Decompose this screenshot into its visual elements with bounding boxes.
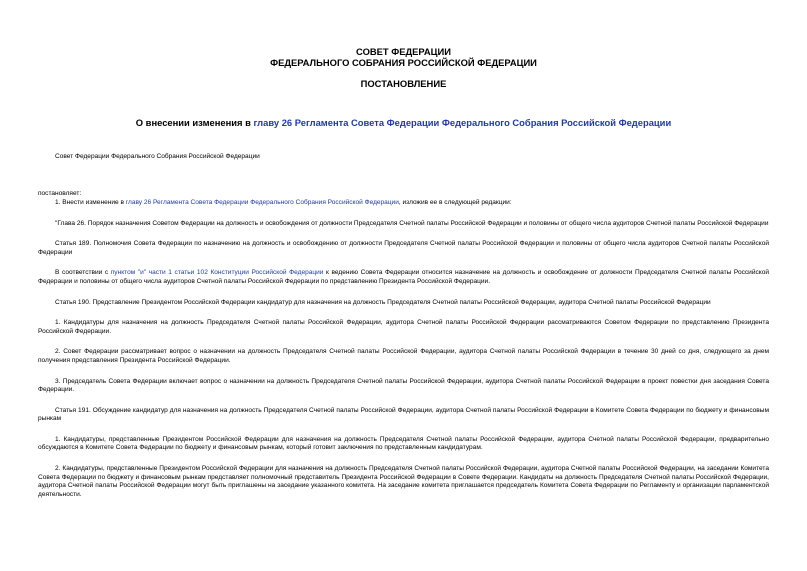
issuer-name: СОВЕТ ФЕДЕРАЦИИ (356, 46, 451, 57)
title-prefix: О внесении изменения в (135, 116, 254, 128)
issuer-subtitle: ФЕДЕРАЛЬНОГО СОБРАНИЯ РОССИЙСКОЙ ФЕДЕРАЦИИ (270, 56, 537, 68)
constitution-link[interactable]: пунктом "и" части 1 статьи 102 Конституции Российской Федерации (110, 269, 324, 277)
article-190-part-2: 2. Совет Федерации рассматривает вопрос о назначении на должность Председателя Счетной палаты Российской Федерации, аудитора Счетной палаты Российской Федерации в течение 30 дней со дня, следующего за днем получения представления Президента Российской Федерации. (38, 348, 769, 364)
document-type: ПОСТАНОВЛЕНИЕ (360, 78, 447, 90)
document-header (38, 0, 769, 90)
article-189-heading: Статья 189. Полномочия Совета Федерации по назначению на должность и освобождению от должности Председателя Счетной палаты Российской Федерации и половины от общего числа аудиторов Счетной палаты Российской Федерации (38, 240, 769, 256)
article-191-part-2: 2. Кандидатуры, представленные Президентом Российской Федерации для назначения на должность Председателя Счетной палаты Российской Федерации, аудитора Счетной палаты Российской Федерации, на заседании Комитета Совета Федерации по бюджету и финансовым рынкам представляет полномочный представитель Президента Российской Федерации в Совете Федерации. Кандидаты на должность Председателя Счетной палаты Российской Федерации, аудитора Счетной палаты Российской Федерации могут быть приглашены на заседание указанного комитета. На заседание комитета приглашается председатель Комитета Совета Федерации по Регламенту и организации парламентской деятельности. (38, 465, 769, 498)
chapter-26-heading: "Глава 26. Порядок назначения Советом Федерации на должность и освобождения от должности Председателя Счетной палаты Российской Федерации и половины от общего числа аудиторов Счетной палаты Российской Федерации (55, 219, 769, 227)
article-189-text (38, 269, 769, 286)
item-1-prefix: 1. Внести изменение в (55, 198, 126, 206)
article-191-part-1: 1. Кандидатуры, представленные Президентом Российской Федерации для назначения на должность Председателя Счетной палаты Российской Федерации, аудитора Счетной палаты Российской Федерации, предварительно обсуждаются в Комитете Совета Федерации по бюджету и финансовым рынкам, который готовит заключения по представленным кандидатурам. (38, 435, 769, 452)
title-link[interactable]: главу 26 Регламента Совета Федерации Федерального Собрания Российской Федерации (253, 116, 672, 128)
item-1-suffix: , изложив ее в следующей редакции: (398, 198, 512, 206)
resolves-line: постановляет: (38, 190, 82, 198)
article-189-suffix: к ведению Совета Федерации относится назначение на должность и освобождение от должности Председателя Счетной палаты Российской Федерации и половины от общего числа аудиторов Счетной палаты Российской Федерации по представлению Президента Российской Федерации. (38, 269, 770, 285)
item-1-link[interactable]: главу 26 Регламента Совета Федерации Федерального Собрания Российской Федерации (125, 198, 399, 206)
article-190-part-3: 3. Председатель Совета Федерации включает вопрос о назначении на должность Председателя Счетной палаты Российской Федерации, аудитора Счетной палаты Российской Федерации в проект повестки дня заседания Совета Федерации. (38, 377, 769, 394)
article-190-heading: Статья 190. Представление Президентом Российской Федерации кандидатур для назначения на должность Председателя Счетной палаты Российской Федерации, аудитора Счетной палаты Российской Федерации (55, 298, 711, 306)
council-line: Совет Федерации Федерального Собрания Российской Федерации (55, 152, 260, 160)
article-190-part-1: 1. Кандидатуры для назначения на должность Председателя Счетной палаты Российской Федерации, аудитора Счетной палаты Российской Федерации рассматриваются Советом Федерации по представлению Президента Российской Федерации. (38, 319, 769, 335)
document-title (38, 117, 769, 128)
item-1 (38, 199, 769, 208)
article-189-prefix: В соответствии с (55, 269, 111, 277)
article-191-heading: Статья 191. Обсуждение кандидатур для назначения на должность Председателя Счетной палаты Российской Федерации, аудитора Счетной палаты Российской Федерации в Комитете Совета Федерации по бюджету и финансовым рынкам (38, 406, 769, 423)
